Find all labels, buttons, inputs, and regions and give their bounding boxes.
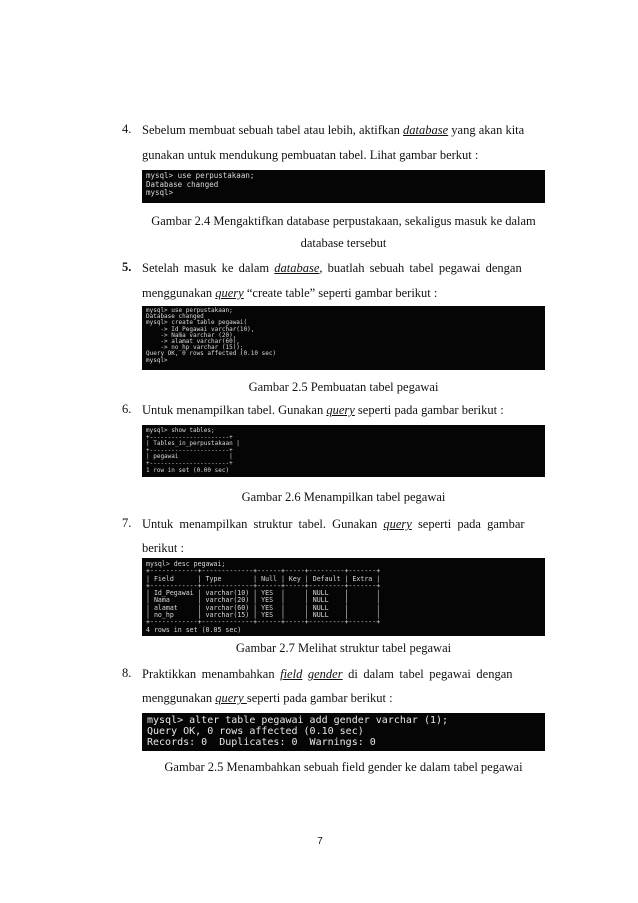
page-number: 7 (317, 836, 323, 847)
figure-caption: Gambar 2.5 Menambahkan sebuah field gender ke dalam tabel pegawai (164, 760, 523, 774)
terminal-line: | Field | Type | Null | Key | Default | Extra | (146, 574, 381, 583)
terminal-line: +------------+-------------+------+-----+---------+-------+ (146, 567, 381, 576)
item-4-line-2: gunakan untuk mendukung pembuatan tabel. Lihat gambar berkut : (142, 148, 479, 162)
text-segment: menggunakan (142, 286, 216, 300)
text-segment: Untuk menampilkan struktur tabel. Gunakan (142, 517, 384, 531)
item-7-line-1 (142, 516, 525, 532)
terminal-line: mysql> show tables; (146, 427, 215, 434)
terminal-line: -> no_hp varchar (15)); (146, 344, 244, 352)
item-5-line-1 (142, 260, 522, 276)
emphasis-term: gender (307, 667, 343, 681)
emphasis-term: field (280, 667, 303, 681)
terminal-line: mysql> alter table pegawai add gender varchar (1); (147, 715, 449, 726)
text-segment: Sebelum membuat sebuah tabel atau lebih, aktifkan (142, 123, 404, 137)
item-6-line-1 (142, 402, 504, 418)
terminal-line: Database changed (146, 179, 219, 189)
terminal-line: mysql> use perpustakaan; (146, 171, 255, 180)
figure-caption: Gambar 2.6 Menampilkan tabel pegawai (241, 490, 446, 504)
terminal-line: Query OK, 0 rows affected (0.10 sec) (146, 350, 277, 358)
text-segment: Setelah masuk ke dalam (142, 261, 275, 275)
item-5-line-2 (142, 285, 437, 301)
terminal-line: +------------+-------------+------+-----+---------+-------+ (146, 618, 381, 627)
terminal-line: | Nama | varchar(20) | YES | | NULL | | (146, 596, 381, 605)
text-segment: menggunakan (142, 691, 216, 705)
terminal-line: mysql> desc pegawai; (146, 560, 226, 568)
item-number: 4. (122, 122, 132, 136)
item-number: 8. (122, 666, 132, 680)
terminal-line: Records: 0 Duplicates: 0 Warnings: 0 (147, 737, 376, 748)
figure-caption: Gambar 2.4 Mengaktifkan database perpustakaan, sekaligus masuk ke dalam (151, 214, 536, 228)
text-segment: Untuk menampilkan tabel. Gunakan (142, 403, 327, 417)
terminal-line: | alamat | varchar(60) | YES | | NULL | | (146, 603, 381, 612)
terminal-screenshot-2-6 (142, 425, 545, 477)
emphasis-term: database (274, 261, 320, 275)
text-segment: seperti pada gambar (411, 517, 525, 531)
emphasis-term: query (215, 286, 244, 300)
text-segment: , buatlah sebuah tabel pegawai dengan (319, 261, 522, 275)
emphasis-term: query (326, 403, 355, 417)
text-segment: seperti pada gambar berikut : (246, 691, 393, 705)
terminal-line: mysql> use perpustakaan; (146, 307, 233, 314)
terminal-line: +----------------------+ (146, 459, 233, 467)
terminal-line: +----------------------+ (146, 433, 233, 441)
figure-caption: Gambar 2.5 Pembuatan tabel pegawai (248, 380, 439, 394)
terminal-line: mysql> (146, 356, 168, 364)
terminal-line: | pegawai | (146, 453, 233, 461)
item-7-line-2: berikut : (142, 541, 185, 555)
terminal-line: 1 row in set (0.00 sec) (146, 466, 230, 474)
terminal-screenshot-2-7 (142, 558, 545, 636)
emphasis-term: query (215, 691, 247, 705)
item-8-line-1 (142, 666, 513, 682)
item-number: 6. (122, 402, 132, 416)
figure-caption-continued: database tersebut (300, 236, 387, 250)
terminal-line: -> Nama varchar (20), (146, 331, 237, 339)
terminal-screenshot-2-5 (142, 306, 545, 370)
item-number: 5. (122, 260, 132, 274)
terminal-line: mysql> (146, 188, 174, 197)
terminal-line: | Id_Pegawai | varchar(10) | YES | | NULL | | (146, 589, 381, 598)
terminal-line: +----------------------+ (146, 446, 233, 454)
terminal-line: Query OK, 0 rows affected (0.10 sec) (147, 726, 364, 737)
text-segment: yang akan kita (448, 123, 525, 137)
text-segment: seperti pada gambar berikut : (354, 403, 504, 417)
terminal-line: 4 rows in set (0.05 sec) (146, 625, 242, 634)
terminal-line: +------------+-------------+------+-----+---------+-------+ (146, 581, 381, 590)
terminal-line: -> Id_Pegawai varchar(10), (146, 325, 255, 333)
text-segment: “create table” seperti gambar berikut : (243, 286, 438, 300)
emphasis-term: database (403, 123, 449, 137)
item-4-line-1 (142, 122, 524, 138)
item-number: 7. (122, 516, 132, 530)
figure-caption: Gambar 2.7 Melihat struktur tabel pegawai (235, 641, 452, 655)
text-segment: di dalam tabel pegawai dengan (342, 667, 513, 681)
terminal-line: | Tables_in_perpustakaan | (146, 440, 240, 448)
emphasis-term: query (383, 517, 412, 531)
terminal-line: mysql> create table pegawai( (146, 319, 248, 327)
terminal-line: Database changed (146, 313, 204, 321)
text-segment: Praktikkan menambahkan (142, 667, 281, 681)
terminal-screenshot-2-8 (142, 713, 545, 751)
terminal-line: -> alamat varchar(60), (146, 338, 240, 346)
item-8-line-2 (142, 690, 393, 706)
terminal-line: | no_hp | varchar(15) | YES | | NULL | | (146, 611, 381, 620)
terminal-screenshot-2-4 (142, 170, 545, 203)
